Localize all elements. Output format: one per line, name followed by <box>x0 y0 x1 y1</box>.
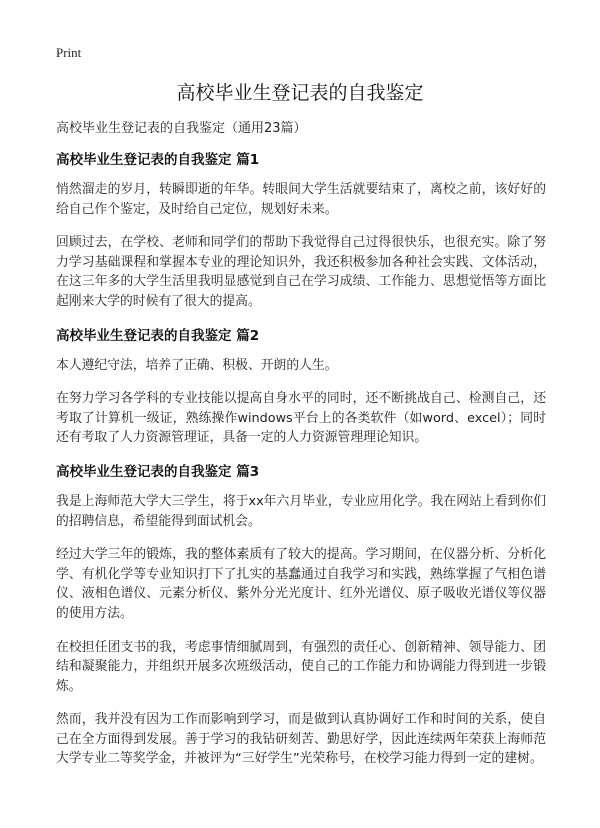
page-title: 高校毕业生登记表的自我鉴定 <box>176 82 424 104</box>
print-link[interactable]: Print <box>56 45 82 60</box>
section-heading: 高校毕业生登记表的自我鉴定 篇3 <box>56 463 260 480</box>
paragraph: 经过大学三年的锻炼，我的整体素质有了较大的提高。学习期间，在仪器分析、分析化学、有机化学等专业知识打下了扎实的基蠢通过自我学习和实践，熟练掌握了气相色谱仪、液相色谱仪、元素分析仪、紫外分光光度计、红外光谱仪、原子吸收光谱仪等仪器的使用方法。 <box>56 547 546 621</box>
paragraph: 在努力学习各学科的专业技能以提高自身水平的同时，还不断挑战自己、检测自己，还考取了计算机一级证，熟练操作windows平台上的各类软件（如word、excel）；同时还有考取了人力资源管理证，具备一定的人力资源管理理论知识。 <box>56 391 546 446</box>
paragraph: 本人遵纪守法，培养了正确、积极、开朗的人生。 <box>56 357 338 373</box>
paragraph: 然而，我并没有因为工作而影响到学习，而是做到认真协调好工作和时间的关系，使自己在全方面得到发展。善于学习的我钻研刻苦、勤思好学，因此连续两年荣获上海师范大学专业二等奖学金，并被评为“三好学生”光荣称号，在校学习能力得到一定的建树。 <box>56 712 546 767</box>
section-heading: 高校毕业生登记表的自我鉴定 篇2 <box>56 327 260 344</box>
paragraph: 在校担任团支书的我，考虑事情细腻周到，有强烈的责任心、创新精神、领导能力、团结和凝聚能力，并组织开展多次班级活动，使自己的工作能力和协调能力得到进一步锻炼。 <box>56 639 546 694</box>
section-1 <box>56 150 546 312</box>
document-body <box>56 150 546 783</box>
section-3 <box>56 462 546 769</box>
paragraph: 我是上海师范大学大三学生，将于xx年六月毕业，专业应用化学。我在网站上看到你们的招聘信息，希望能得到面试机会。 <box>56 493 546 529</box>
section-heading: 高校毕业生登记表的自我鉴定 篇1 <box>56 152 260 168</box>
section-2 <box>56 326 546 448</box>
paragraph: 回顾过去，在学校、老师和同学们的帮助下我觉得自己过得很快乐，也很充实。除了努力学习基础课程和掌握本专业的理论知识外，我还积极参加各种社会实践、文体活动，在这三年多的大学生活里我明显感觉到自己在学习成绩、工作能力、思想觉悟等方面比起刚来大学的时候有了很大的提高。 <box>56 235 546 309</box>
paragraph: 悄然溜走的岁月，转瞬即逝的年华。转眼间大学生活就要结束了，离校之前，该好好的给自己作个鉴定，及时给自己定位，规划好未来。 <box>56 182 546 217</box>
document-subtitle: 高校毕业生登记表的自我鉴定（通用23篇） <box>56 121 307 136</box>
